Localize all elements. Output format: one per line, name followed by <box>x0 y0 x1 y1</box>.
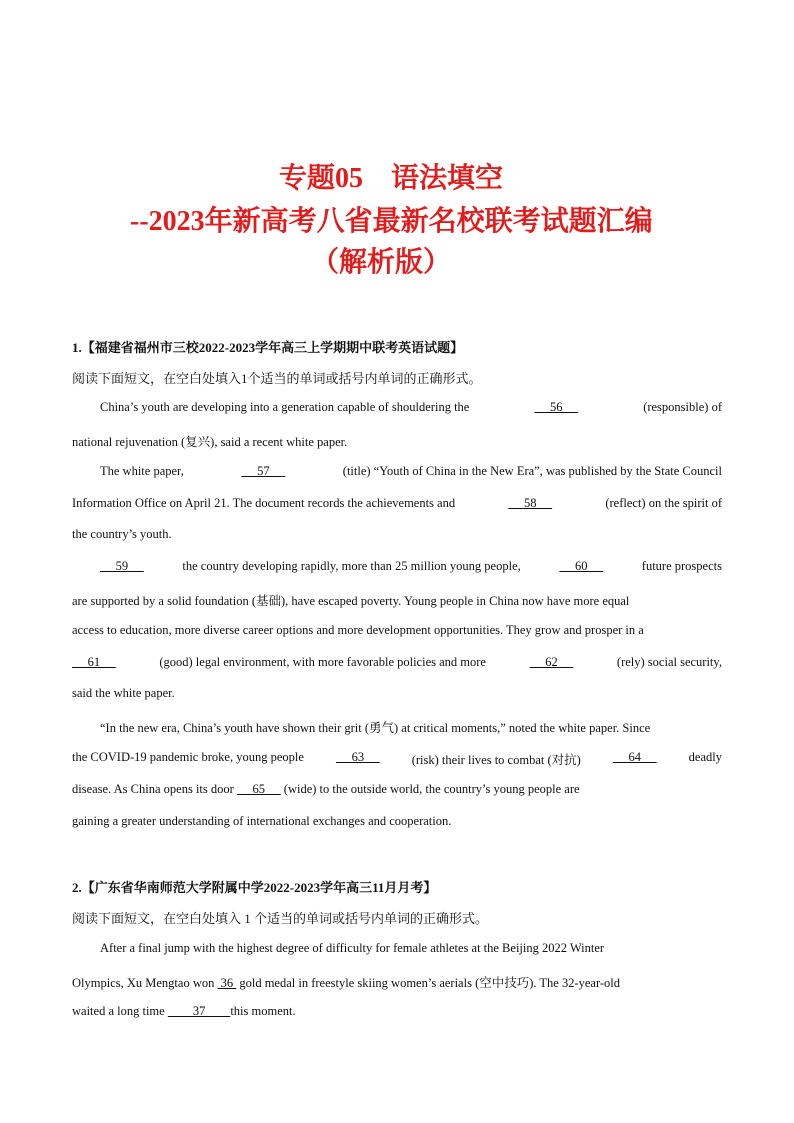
text-run: (responsible) of <box>643 400 722 414</box>
blank-62[interactable]: 62 <box>529 655 574 669</box>
passage-line <box>72 750 722 768</box>
text-run: disease. As China opens its door <box>72 782 237 796</box>
text-run: China’s youth are developing into a generation capable of shouldering the <box>100 400 470 414</box>
section-2-heading: 2.【广东省华南师范大学附属中学2022-2023学年高三11月月考】 <box>72 880 437 895</box>
text-run: the COVID-19 pandemic broke, young people <box>72 750 304 764</box>
passage-line <box>100 559 722 574</box>
text-run: (title) “Youth of China in the New Era”, was published by the State Council <box>342 464 722 478</box>
passage-line <box>72 973 722 991</box>
text-run: waited a long time <box>72 1004 168 1018</box>
blank-56[interactable]: 56 <box>534 400 579 414</box>
title-line-2: --2023年新高考八省最新名校联考试题汇编 <box>130 206 653 237</box>
blank-60[interactable]: 60 <box>559 559 604 573</box>
text-run: future prospects <box>641 559 722 573</box>
blank-61[interactable]: 61 <box>72 655 116 669</box>
passage-line: access to education, more diverse career options and more development opportunities. They grow and prosper in a <box>72 623 644 637</box>
blank-57[interactable]: 57 <box>241 464 286 478</box>
passage-line: gaining a greater understanding of international exchanges and cooperation. <box>72 814 452 828</box>
text-run: gold medal in freestyle skiing women’s aerials (空中技巧). The 32-year-old <box>236 976 621 990</box>
text-run: The white paper, <box>100 464 184 478</box>
section-2-instruction: 阅读下面短文，在空白处填入 1 个适当的单词或括号内单词的正确形式。 <box>72 911 489 926</box>
text-run: (risk) their lives to combat (对抗) <box>411 753 581 767</box>
text-run: (reflect) on the spirit of <box>605 496 722 510</box>
blank-59[interactable]: 59 <box>100 559 144 573</box>
text-run: Information Office on April 21. The document records the achievements and <box>72 496 456 510</box>
title-topic-number: 专题05 <box>279 163 364 194</box>
title-topic-name: 语法填空 <box>391 163 504 194</box>
passage-line: After a final jump with the highest degree of difficulty for female athletes at the Beijing 2022 Winter <box>100 941 605 955</box>
text-run: Olympics, Xu Mengtao won <box>72 976 218 990</box>
passage-line <box>72 655 722 670</box>
text-run: deadly <box>688 750 722 764</box>
passage-line: national rejuvenation (复兴), said a recent white paper. <box>72 435 348 449</box>
title-line-3: （解析版） <box>311 247 452 278</box>
passage-line <box>72 1004 722 1019</box>
text-run: (good) legal environment, with more favorable policies and more <box>159 655 486 669</box>
title-line-1 <box>279 161 503 197</box>
section-1-instruction: 阅读下面短文，在空白处填入1个适当的单词或括号内单词的正确形式。 <box>72 371 482 386</box>
text-run: this moment. <box>230 1004 296 1018</box>
passage-line <box>100 464 722 479</box>
blank-37[interactable]: 37 <box>167 1004 231 1018</box>
blank-63[interactable]: 63 <box>335 750 380 764</box>
passage-line <box>100 400 722 415</box>
passage-line: are supported by a solid foundation (基础), have escaped poverty. Young people in China now have more equal <box>72 594 630 608</box>
passage-line <box>72 496 722 511</box>
text-run: (rely) social security, <box>616 655 722 669</box>
blank-64[interactable]: 64 <box>612 750 657 764</box>
text-run: the country developing rapidly, more than 25 million young people, <box>182 559 521 573</box>
passage-line: said the white paper. <box>72 686 175 700</box>
passage-line: “In the new era, China’s youth have shown their grit (勇气) at critical moments,” noted the white paper. Since <box>100 721 651 735</box>
blank-65[interactable]: 65 <box>236 782 281 796</box>
text-run: (wide) to the outside world, the country’s young people are <box>280 782 580 796</box>
passage-line <box>72 782 722 797</box>
passage-line: the country’s youth. <box>72 527 172 541</box>
blank-36[interactable]: 36 <box>217 976 237 990</box>
section-1-heading: 1.【福建省福州市三校2022-2023学年高三上学期期中联考英语试题】 <box>72 340 464 355</box>
blank-58[interactable]: 58 <box>508 496 553 510</box>
